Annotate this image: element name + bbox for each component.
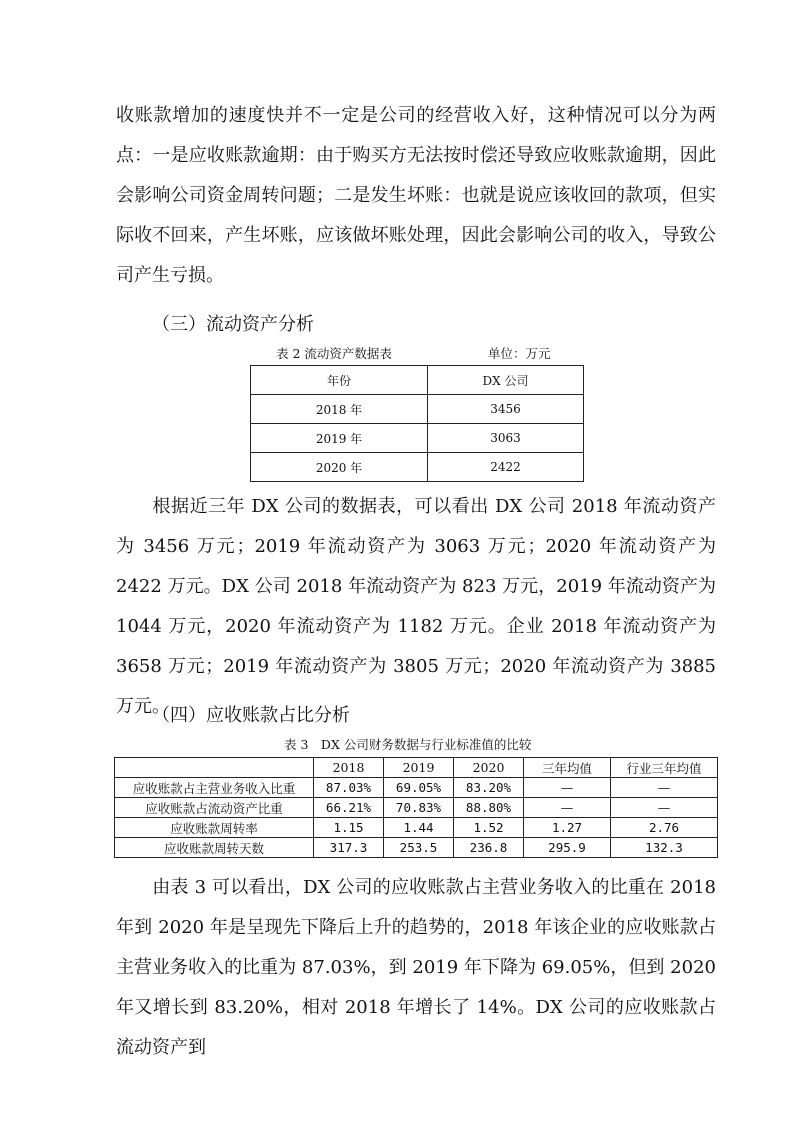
table-row [115,778,718,798]
table-row [251,453,584,482]
table-header-cell: DX 公司 [428,366,584,395]
table-cell: 应收账款占主营业务收入比重 [115,778,314,798]
table-header-cell: 三年均值 [524,758,611,778]
table-cell: 2019 年 [251,424,428,453]
paragraph-current-assets-analysis [116,487,716,727]
financial-comparison-table [114,757,718,858]
table-cell: 2.76 [611,818,718,838]
current-assets-table [250,365,584,482]
table2-caption: 表 2 流动资产数据表 [276,346,392,361]
table-header-cell [115,758,314,778]
table-cell: 88.80% [454,798,524,818]
table-cell: 295.9 [524,838,611,858]
table-header-cell: 年份 [251,366,428,395]
table-row [251,395,584,424]
table-cell: 66.21% [314,798,384,818]
table-row [115,798,718,818]
table-cell: 70.83% [384,798,454,818]
table-cell: 87.03% [314,778,384,798]
table-header-row [115,758,718,778]
table-cell: 1.15 [314,818,384,838]
table-header-cell: 2020 [454,758,524,778]
table-cell: 2020 年 [251,453,428,482]
table-cell: 应收账款占流动资产比重 [115,798,314,818]
table-header-row [251,366,584,395]
table-row [251,424,584,453]
table-cell: 132.3 [611,838,718,858]
table-header-cell: 行业三年均值 [611,758,718,778]
table-header-cell: 2019 [384,758,454,778]
table-cell: 69.05% [384,778,454,798]
table-cell: 236.8 [454,838,524,858]
table2-unit: 单位：万元 [488,346,551,361]
table-cell: 1.27 [524,818,611,838]
table-cell: 3063 [428,424,584,453]
paragraph-receivables-risk: 收账款增加的速度快并不一定是公司的经营收入好，这种情况可以分为两点：一是应收账款逾期：由于购买方无法按时偿还导致应收账款逾期，因此会影响公司资金周转问题；二是发生坏账：也就是说应该收回的款项，但实际收不回来，产生坏账，应该做坏账处理，因此会影响公司的收入，导致公司产生亏损。 [116,105,716,286]
paragraph-receivables-ratio-analysis [116,868,716,1068]
table-cell: — [611,798,718,818]
paragraph-text: 根据近三年 DX 公司的数据表，可以看出 DX 公司 2018 年流动资产为 3456 万元；2019 年流动资产为 3063 万元；2020 年流动资产为 2422 万元。DX 公司 2018 年流动资产为 823 万元，2019 年流动资产为 1044 万元，2020 年流动资产为 1182 万元。企业 2018 年流动资产为 3658 万元；2019 年流动资产为 3805 万元；2020 年流动资产为 3885 万元。 [116,496,716,717]
table-cell: 317.3 [314,838,384,858]
table-cell: 1.44 [384,818,454,838]
table-cell: 应收账款周转率 [115,818,314,838]
table-row [115,838,718,858]
table-cell: 2018 年 [251,395,428,424]
table-cell: 应收账款周转天数 [115,838,314,858]
section-heading-receivables-ratio: （四）应收账款占比分析 [152,705,350,726]
table3-caption: 表 3 DX 公司财务数据与行业标准值的比较 [284,737,532,752]
table-header-cell: 2018 [314,758,384,778]
section-heading-current-assets: （三）流动资产分析 [152,314,314,335]
table-cell: — [524,798,611,818]
table-cell: 253.5 [384,838,454,858]
table-cell: 1.52 [454,818,524,838]
table-cell: — [611,778,718,798]
table-row [115,818,718,838]
table-cell: 3456 [428,395,584,424]
table-cell: 83.20% [454,778,524,798]
paragraph-text: 由表 3 可以看出，DX 公司的应收账款占主营业务收入的比重在 2018 年到 2020 年是呈现先下降后上升的趋势的，2018 年该企业的应收账款占主营业务收入的比重为 87.03%，到 2019 年下降为 69.05%，但到 2020 年又增长到 83.20%，相对 2018 年增长了 14%。DX 公司的应收账款占流动资产到 [116,877,716,1058]
table-cell: 2422 [428,453,584,482]
table-cell: — [524,778,611,798]
